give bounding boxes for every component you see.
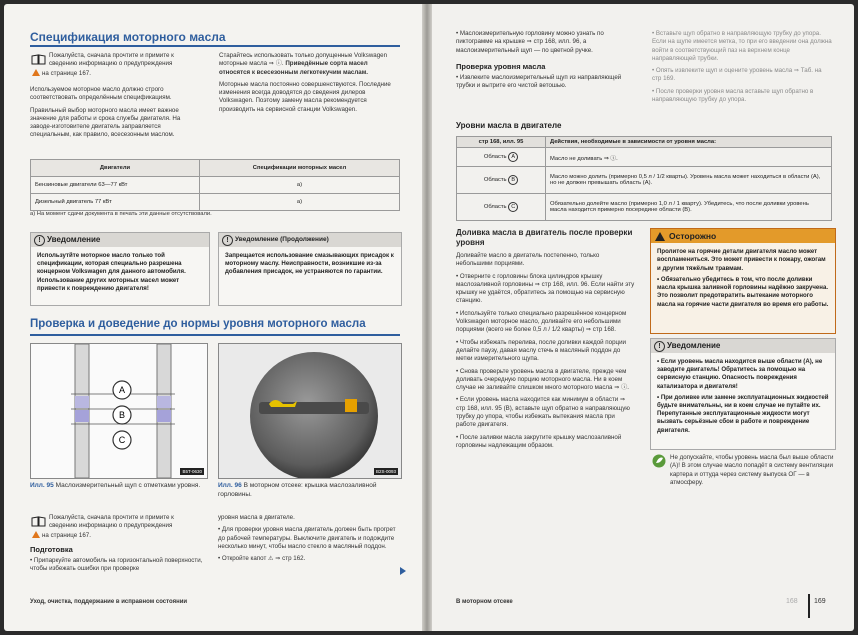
notice-title: Уведомление — [667, 341, 721, 350]
caption-number: Илл. 95 — [30, 482, 54, 489]
figure-code: B2S-0093 — [375, 469, 396, 474]
table-cell: a) — [200, 177, 400, 194]
table-header: Спецификации моторных масел — [200, 160, 400, 177]
refill-step: Снова проверьте уровень масла в двигателе, прежде чем доливать очередную порцию моторного масла. Ни в коем случае не заливайте слишком много моторного масла ⇒ ⓘ. — [456, 367, 630, 392]
refill-step: После заливки масла закрутите крышку маслозаливной горловины надлежащим образом. — [456, 433, 622, 449]
caution-text: Обязательно убедитесь в том, что после доливки масла крышка заливной горловины надёжно закручена. Это позволит предотвратить вытекание моторного масла на горячие части двигателя во время его работы. — [657, 275, 829, 308]
caution-text: Пролитое на горячие детали двигателя масло может воспламениться. Это может привести к пожару, ожогам и другим тяжёлым травмам. — [657, 248, 826, 272]
prep-title: Подготовка — [30, 545, 73, 554]
left-page — [4, 4, 422, 631]
warning-triangle-icon — [32, 531, 40, 538]
prep-text: • Припаркуйте автомобиль на горизонтальной поверхности, чтобы избежать ошибки при проверке — [30, 557, 203, 573]
table-footnote: a) На момент сдачи документа в печать эти данные отсутствовали. — [30, 211, 212, 217]
check-paragraph: Откройте капот ⚠ ⇒ стр 162. — [221, 555, 306, 563]
check-paragraph: Для проверки уровня масла двигатель должен быть прогрет до рабочей температуры. Выключите двигатель и подождите несколько минут, чтобы масло стекло в масляный поддон. — [218, 526, 396, 550]
environment-text: Не допускайте, чтобы уровень масла был выше области (A)! В этом случае масло попадёт в систему вентиляции картера и оттуда через систему выпуска ОГ — в атмосферу. — [670, 454, 834, 486]
title-rule — [30, 334, 400, 336]
refill-title: Доливка масла в двигатель после проверки уровня — [456, 228, 633, 247]
notice-title: Уведомление (Продолжение) — [235, 236, 329, 243]
refill-step: Отверните с горловины блока цилиндров крышку маслозаливной горловины ⇒ стр 168, илл. 96. Если найти эту крышку не удаётся, обратитесь за помощью на сервисную станцию. — [456, 272, 635, 305]
notice-box: ! Уведомление • Если уровень масла находится выше области (A), не заводите двигатель! Обратитесь за помощью на сервисную станцию. Опасность повреждения катализатора и двигателя! • При доливке или замене эксплуатационных жидкостей будьте внимательны, ни в коем случае не путайте их. Перепутанные эксплуатационные жидкости могут вызвать серьёзные сбои в работе и повреждение двигателя. — [650, 338, 836, 450]
table-row — [31, 194, 400, 211]
level-area: Область — [483, 204, 507, 210]
page-number: 169 — [814, 598, 826, 605]
notice-box-continued — [218, 232, 402, 306]
spec-col2 — [219, 52, 399, 118]
figure-caption-96 — [218, 482, 400, 499]
intro-page-ref: на странице 167. — [42, 70, 91, 77]
info-icon: ! — [654, 341, 665, 352]
dipstick-illustration — [31, 344, 207, 478]
section-title-oil-spec: Спецификация моторного масла — [30, 30, 226, 44]
table-cell: Дизельный двигатель 77 кВт — [31, 194, 200, 211]
title-rule — [30, 45, 400, 47]
level-letter: C — [508, 202, 518, 212]
notice-title: Уведомление — [47, 235, 101, 244]
environment-icon — [652, 454, 666, 468]
notice-box — [30, 232, 210, 306]
check-steps: • Вставьте щуп обратно в направляющую трубку до упора. Если на щупе имеется метка, то при его введении она должна войти в соответствующий паз на верхнем конце направляющей трубки. • Опять извлеките щуп и оцените уровень масла ⇒ Таб. на стр 169. • После проверки уровня масла вставьте щуп обратно в направляющую трубку до упора. — [652, 30, 832, 104]
spec-paragraph: Используемое моторное масло должно строго соответствовать определённым спецификациям. — [30, 86, 172, 102]
page-number: 168 — [786, 598, 798, 605]
notice-text: При доливке или замене эксплуатационных жидкостей будьте внимательны, ни в коем случае не путайте их. Перепутанные эксплуатационные жидкости могут вызвать серьёзные сбои в работе и повреждение двигателя. — [657, 393, 829, 434]
table-row — [31, 177, 400, 194]
refill-step: Используйте только специально разрешённое концерном Volkswagen моторное масло, доливайте его небольшими порциями (всего не более 0,5 л / 1/2 кварты) ⇒ стр 168. — [456, 309, 627, 334]
check-paragraph: уровня масла в двигателе. — [218, 514, 295, 521]
figure-dipstick — [30, 343, 208, 479]
table-cell: a) — [200, 194, 400, 211]
table-header: Двигатели — [31, 160, 200, 177]
footer-left: Уход, очистка, поддержание в исправном состоянии — [30, 599, 188, 605]
level-label: B — [118, 410, 126, 420]
caption-text: Маслоизмерительный щуп с отметками уровня. — [55, 482, 201, 489]
check-step: После проверки уровня масла вставьте щуп обратно в направляющую трубку до упора. — [652, 87, 814, 104]
refill-step: Чтобы избежать перелива, после доливки каждой порции делайте паузу, давая маслу стечь в масляный поддон до метки измерительного щупа. — [456, 338, 627, 363]
figure-code: B5T-0630 — [182, 469, 202, 474]
table-cell: Бензиновые двигатели 63—77 кВт — [31, 177, 200, 194]
level-area: Область — [483, 177, 507, 183]
table-row — [457, 194, 832, 221]
bottom-page-ref: на странице 167. — [42, 532, 91, 539]
refill-steps: Доливайте масло в двигатель постепенно, только небольшими порциями. • Отверните с горловины блока цилиндров крышку маслозаливной горловины ⇒ стр 168, илл. 96. Если найти эту крышку не удаётся, обратитесь за помощью на сервисную станцию. • Используйте только специально разрешённое концерном Volkswagen моторное масло, доливайте его небольшими порциями (всего не более 0,5 л / 1/2 кварты) ⇒ стр 168. • Чтобы избежать перелива, после доливки каждой порции делайте паузу, давая маслу стечь в масляный поддон до метки измерительного щупа. • Снова проверьте уровень масла в двигателе, прежде чем доливать очередную порцию моторного масла. Ни в коем случае не заливайте слишком много моторного масла ⇒ ⓘ. • Если уровень масла находится как минимум в области ⇒ стр 168, илл. 95 (B), вставьте щуп обратно в направляющую трубку до упора, чтобы избежать вытекания масла при работе двигателя. • После заливки масла закрутите крышку маслозаливной горловины надлежащим образом. — [456, 252, 635, 449]
level-letter: A — [508, 152, 518, 162]
caution-title: Осторожно — [669, 231, 717, 241]
figure-oil-cap — [218, 343, 402, 479]
warning-triangle-icon — [32, 69, 40, 76]
engine-spec-table — [30, 159, 400, 211]
caption-number: Илл. 96 — [218, 482, 242, 489]
table-header: Действия, необходимые в зависимости от уровня масла: — [546, 137, 832, 148]
oil-levels-title: Уровни масла в двигателе — [456, 121, 562, 130]
spec-text: Старайтесь использовать только допущенные Volkswagen моторные масла ⇒ ⓘ. — [219, 52, 388, 68]
notice-body: Запрещается использование смазывающих присадок к моторному маслу. Неисправности, возникшие из-за добавления присадок, не устраняются по гарантии. — [225, 252, 394, 276]
spec-text-bold: Приведённые сорта масел относятся к всесезонным легкотекучим маслам. — [219, 60, 369, 76]
check-step: Опять извлеките щуп и оцените уровень масла ⇒ Таб. на стр 169. — [652, 67, 822, 83]
gutter — [422, 4, 432, 631]
check-col2: уровня масла в двигателе. • Для проверки уровня масла двигатель должен быть прогрет до рабочей температуры. Выключите двигатель и подождите несколько минут, чтобы масло стекло в масляный поддон. • Откройте капот ⚠ ⇒ стр 162. — [218, 514, 398, 567]
check-level-text: Извлеките маслоизмерительный щуп из направляющей трубки и вытрите его чистой ветошью. — [456, 74, 622, 90]
book-icon — [31, 516, 46, 527]
level-letter: B — [508, 175, 518, 185]
oil-levels-table — [456, 136, 832, 221]
table-header: стр 168, илл. 95 — [457, 137, 546, 148]
caution-box: Осторожно Пролитое на горячие детали двигателя масло может воспламениться. Это может привести к пожару, ожогам и другим тяжёлым травмам. • Обязательно убедитесь в том, что после доливки масла крышка заливной горловины надёжно закручена. Это позволит предотвратить вытекание моторного масла на горячие части двигателя во время его работы. — [650, 228, 836, 334]
refill-step: Доливайте масло в двигатель постепенно, только небольшими порциями. — [456, 252, 600, 268]
right-page: • Маслоизмерительную горловину можно узнать по пиктограмме на крышке ⇒ стр 168, илл. 96, а маслоизмерительный щуп — по цветной ручке. Проверка уровня масла • Извлеките маслоизмерительный щуп из направляющей трубки и вытрите его чистой ветошью. • Вставьте щуп обратно в направляющую трубку до упора. Если на щупе имеется метка, то при его введении она должна войти в соответствующий паз на верхнем конце направляющей трубки. • Опять извлеките щуп и оцените уровень масла ⇒ Таб. на стр 169. • После проверки уровня масла вставьте щуп обратно в направляющую трубку до упора. Уровни масла в двигателе стр 168, илл. 95 Действия, необходимые в зависимости от уровня масла: Область A Масло не доливать ⇒ ⓘ. Область B Масло можно долить (примерно 0,5 л / 1/2 кварты). Уровень масла может находиться в области (A), но не должен превышать область (A). Область C Обязательно долейте масло (примерно 1,0 л / 1 кварту). Убедитесь, что после доливки уровень масла находится примерно посередине области (B). Доливка масла в двигатель после проверки уровня Доливайте масло в двигатель постепенно, только небольшими порциями. • Отверните с горловины блока цилиндров крышку маслозаливной горловины ⇒ стр 168, илл. 96. Если найти эту крышку не удаётся, обратитесь за помощью на сервисную станцию. • Используйте только специально разрешённое концерном Volkswagen моторное масло, доливайте его небольшими порциями (всего не более 0,5 л / 1/2 кварты) ⇒ стр 168. • Чтобы избежать перелива, после доливки каждой порции делайте паузу, давая маслу стечь в масляный поддон до метки измерительного щупа. • Снова проверьте уровень масла в двигателе, прежде чем доливать очередную порцию моторного масла. Ни в коем случае не заливайте слишком много моторного масла ⇒ ⓘ. • Если уровень масла находится как минимум в области ⇒ стр 168, илл. 95 (B), вставьте щуп обратно в направляющую трубку до упора, чтобы избежать вытекания масла при работе двигателя. • После заливки масла закрутите крышку маслозаливной горловины надлежащим образом. Осторожно Пролитое на горячие детали двигателя масло может воспламениться. Это может привести к пожару, ожогам и другим тяжёлым травмам. • Обязательно убедитесь в том, что после доливки масла крышка заливной горловины надёжно закручена. Это позволит предотвратить вытекание моторного масла на горячие части двигателя во время его работы. ! Уведомление • Если уровень масла находится выше области (A), не заводите двигатель! Обратитесь за помощью на сервисную станцию. Опасность повреждения катализатора и двигателя! • При доливке или замене эксплуатационных жидкостей будьте внимательны, ни в коем случае не путайте их. Перепутанные эксплуатационные жидкости могут вызвать серьёзные сбои в работе и повреждение двигателя. Не допускайте, чтобы уровень масла был выше области (A)! В этом случае масло попадёт в систему вентиляции картера и оттуда через систему выпуска ОГ — в атмосферу. В моторном отсеке 168 169 — [432, 4, 854, 631]
level-label: A — [118, 385, 126, 395]
prep-text-content: Припаркуйте автомобиль на горизонтальной поверхности, чтобы избежать ошибки при проверке — [30, 557, 203, 573]
page-tab-bar — [808, 594, 810, 618]
check-step: Вставьте щуп обратно в направляющую трубку до упора. Если на щупе имеется метка, то при его введении она должна войти в соответствующий паз на верхнем конце направляющей трубки. — [652, 30, 832, 62]
refill-step: Если уровень масла находится как минимум в области ⇒ стр 168, илл. 95 (B), вставьте щуп обратно в направляющую трубку до упора, чтобы избежать вытекания масла при работе двигателя. — [456, 396, 630, 429]
info-icon: ! — [222, 235, 233, 246]
level-action: Масло не доливать ⇒ ⓘ. — [546, 148, 832, 167]
footer-right: В моторном отсеке — [456, 599, 513, 605]
spec-paragraph: Моторные масла постоянно совершенствуются. Последние изменения всегда доводятся до сведения дилеров Volkswagen. Поэтому замену масла рекомендуется производить на сервисной станции Volkswagen. — [219, 80, 391, 113]
table-row — [457, 167, 832, 194]
intro-note: Пожалуйста, сначала прочтите и примите к сведению информацию о предупреждения — [49, 52, 174, 68]
level-action: Масло можно долить (примерно 0,5 л / 1/2 кварты). Уровень масла может находиться в области (A), но не должен превышать область (A). — [546, 167, 832, 194]
level-action: Обязательно долейте масло (примерно 1,0 л / 1 кварту). Убедитесь, что после доливки уровень масла находится примерно посередине области (B). — [546, 194, 832, 221]
section-title-oil-check: Проверка и доведение до нормы уровня моторного масла — [30, 318, 366, 330]
spec-paragraph: Правильный выбор моторного масла имеет важное значение для работы и срока службы двигателя. На заводе-изготовителе двигатель заправляется специальным, как правило, всесезонным маслом. — [30, 106, 181, 139]
table-row — [457, 148, 832, 167]
notice-text: Если уровень масла находится выше области (A), не заводите двигатель! Обратитесь за помощью на сервисную станцию. Опасность повреждения катализатора и двигателя! — [657, 358, 823, 390]
spec-col1 — [30, 86, 200, 144]
notice-body: Использутйте моторное масло только той спецификации, которая специально разрешена концерном Volkswagen для данного автомобиля. Использование других моторных масел может привести к повреждению двигателя! — [37, 252, 186, 292]
figure-caption-95 — [30, 482, 208, 491]
oil-cap-illustration — [219, 344, 401, 478]
info-icon: ! — [34, 235, 45, 246]
level-area: Область — [483, 154, 507, 160]
warning-triangle-icon — [655, 232, 665, 241]
bottom-note: Пожалуйста, сначала прочтите и примите к сведению информацию о предупреждения — [49, 514, 174, 530]
level-label: C — [118, 435, 126, 445]
dipstick-text: Маслоизмерительную горловину можно узнать по пиктограмме на крышке ⇒ стр 168, илл. 96, а маслоизмерительный щуп — по цветной ручке. — [456, 30, 604, 54]
continue-arrow-icon — [400, 567, 406, 575]
caption-text: В моторном отсеке: крышка маслозаливной горловины. — [218, 482, 377, 498]
book-icon — [31, 54, 46, 65]
check-level-title: Проверка уровня масла — [456, 62, 546, 71]
